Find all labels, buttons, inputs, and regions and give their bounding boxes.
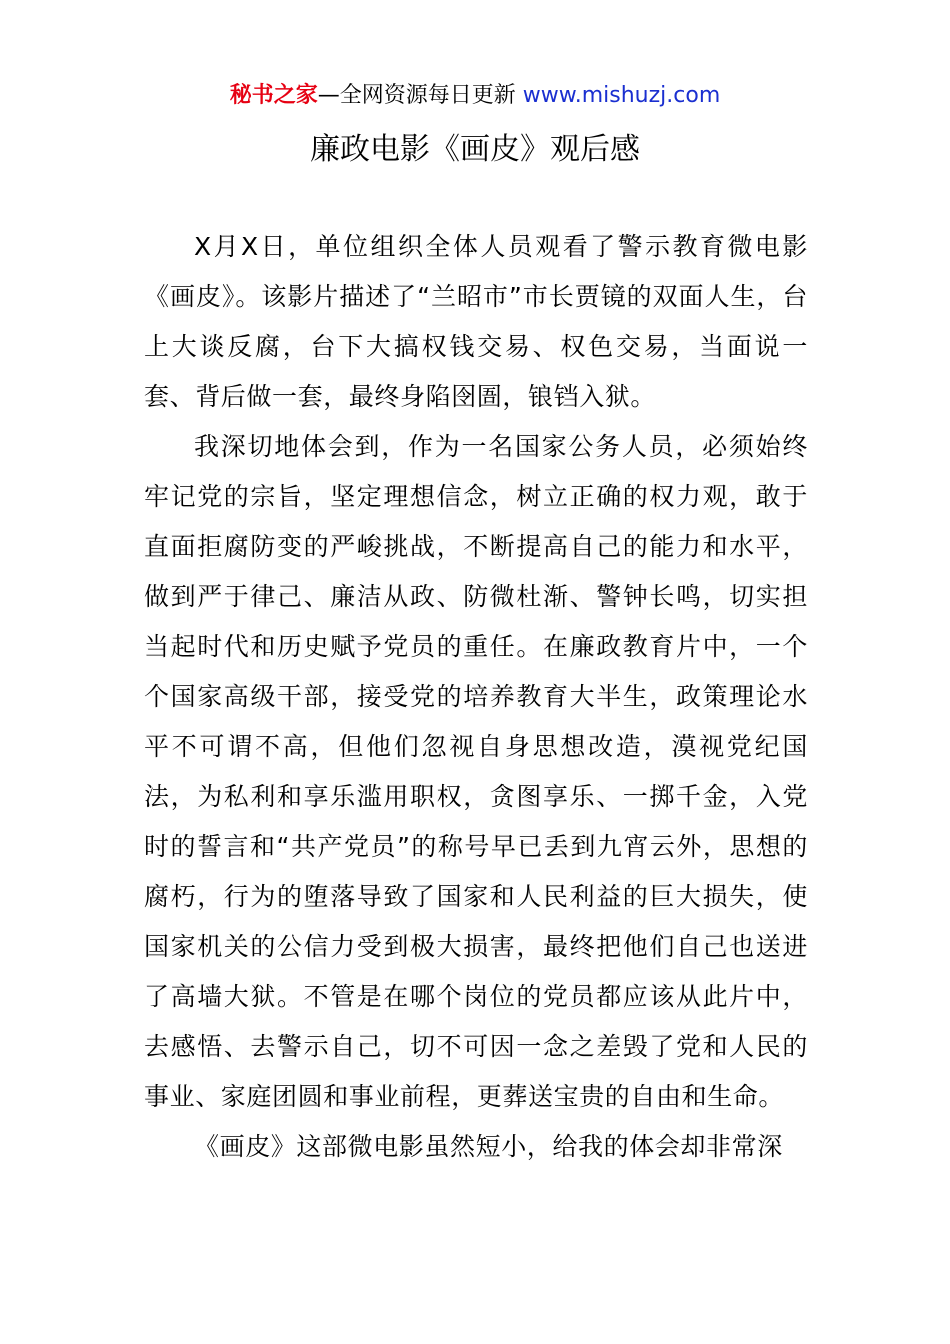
header-tagline: —全网资源每日更新: [317, 83, 523, 108]
site-header: [0, 80, 950, 112]
paragraph-3: 《画皮》这部微电影虽然短小，给我的体会却非常深: [194, 1132, 783, 1161]
paragraph-1: X月X日，单位组织全体人员观看了警示教育微电影《画皮》。该影片描述了“兰昭市”市长贾镜的双面人生，台上大谈反腐，台下大搞权钱交易、权色交易，当面说一套、背后做一套，最终身陷囹圄，锒铛入狱。: [144, 232, 808, 411]
paragraph-2: 我深切地体会到，作为一名国家公务人员，必须始终牢记党的宗旨，坚定理想信念，树立正确的权力观，敢于直面拒腐防变的严峻挑战，不断提高自己的能力和水平，做到严于律己、廉洁从政、防微杜渐、警钟长鸣，切实担当起时代和历史赋予党员的重任。在廉政教育片中，一个个国家高级干部，接受党的培养教育大半生，政策理论水平不可谓不高，但他们忽视自身思想改造，漠视党纪国法，为私利和享乐滥用职权，贪图享乐、一掷千金，入党时的誓言和“共产党员”的称号早已丢到九宵云外，思想的腐朽，行为的堕落导致了国家和人民利益的巨大损失，使国家机关的公信力受到极大损害，最终把他们自己也送进了高墙大狱。不管是在哪个岗位的党员都应该从此片中，去感悟、去警示自己，切不可因一念之差毁了党和人民的事业、家庭团圆和事业前程，更葬送宝贵的自由和生命。: [144, 432, 808, 1111]
document-title: 廉政电影《画皮》观后感: [310, 132, 640, 167]
brand-name: 秘书之家: [229, 83, 318, 108]
site-url-link[interactable]: www.mishuzj.com: [522, 83, 721, 108]
document-body: [144, 222, 808, 1172]
